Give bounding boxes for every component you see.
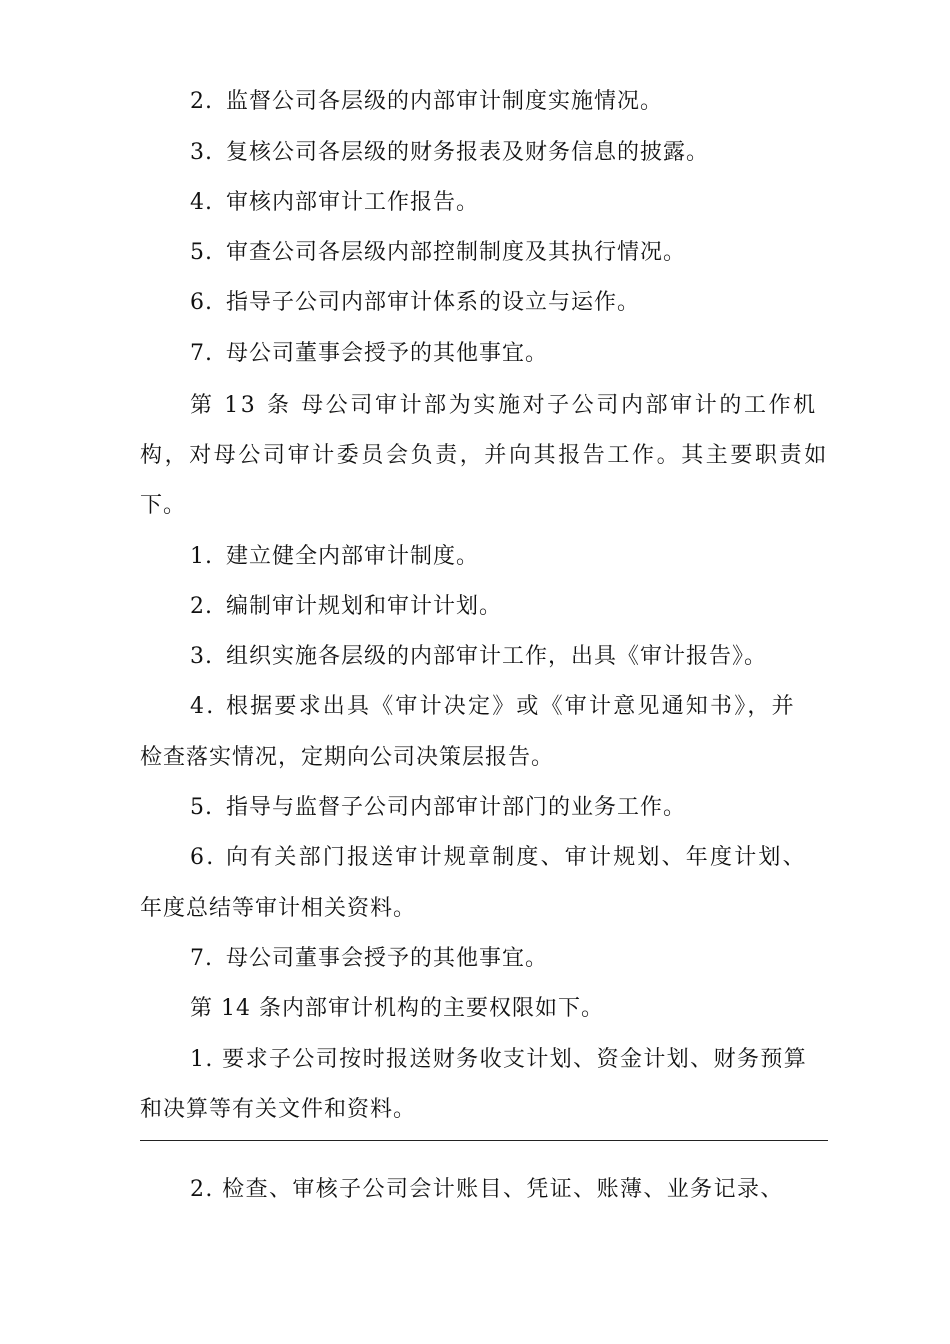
item-number: 7. [190, 946, 213, 971]
list-item [190, 944, 880, 974]
list-item [190, 793, 880, 823]
article-13-line-1: 第 13 条 母公司审计部为实施对子公司内部审计的工作机 [190, 393, 818, 418]
page-divider [140, 1140, 828, 1141]
item-number: 1. [190, 544, 213, 569]
list-item [190, 238, 880, 268]
item-text: 复核公司各层级的财务报表及财务信息的披露。 [226, 140, 710, 165]
item-number: 3. [190, 140, 213, 165]
list-item [190, 339, 880, 369]
item-text: 组织实施各层级的内部审计工作，出具《审计报告》。 [226, 644, 768, 669]
item-number: 5. [190, 240, 213, 265]
article-13-line-2: 构，对母公司审计委员会负责，并向其报告工作。其主要职责如 [140, 443, 829, 468]
item-number: 2. [190, 89, 213, 114]
list-item [190, 138, 880, 168]
article-13-line-3: 下。 [140, 493, 187, 518]
item-text: 指导与监督子公司内部审计部门的业务工作。 [226, 795, 687, 820]
list-item [190, 843, 880, 873]
item-text: 指导子公司内部审计体系的设立与运作。 [226, 290, 641, 315]
item-text: 母公司董事会授予的其他事宜。 [226, 341, 549, 366]
item-text: 审查公司各层级内部控制制度及其执行情况。 [226, 240, 687, 265]
article-14-item-1-line-1: 1. 要求子公司按时报送财务收支计划、资金计划、财务预算 [190, 1047, 808, 1072]
item-number: 4. [190, 190, 213, 215]
list-item [190, 288, 880, 318]
item-number: 2. [190, 594, 213, 619]
list-item [190, 87, 880, 117]
item-number: 6. [190, 845, 216, 870]
article-14-heading: 第 14 条内部审计机构的主要权限如下。 [190, 996, 604, 1021]
item-number: 6. [190, 290, 213, 315]
list-item [190, 592, 880, 622]
item-number: 4. [190, 694, 216, 719]
item-text: 建立健全内部审计制度。 [226, 544, 480, 569]
list-item-continuation: 检查落实情况，定期向公司决策层报告。 [140, 745, 555, 770]
item-text: 根据要求出具《审计决定》或《审计意见通知书》，并 [226, 694, 796, 719]
item-number: 7. [190, 341, 213, 366]
item-number: 5. [190, 795, 213, 820]
item-text: 监督公司各层级的内部审计制度实施情况。 [226, 89, 664, 114]
item-text: 审核内部审计工作报告。 [226, 190, 480, 215]
list-item-continuation: 年度总结等审计相关资料。 [140, 896, 417, 921]
item-text: 向有关部门报送审计规章制度、审计规划、年度计划、 [226, 845, 807, 870]
item-number: 3. [190, 644, 213, 669]
article-14-item-2-line-1: 2. 检查、审核子公司会计账目、凭证、账薄、业务记录、 [190, 1177, 784, 1202]
list-item [190, 692, 880, 722]
article-14-item-1-line-2: 和决算等有关文件和资料。 [140, 1097, 417, 1122]
item-text: 母公司董事会授予的其他事宜。 [226, 946, 549, 971]
list-item [190, 542, 880, 572]
item-text: 编制审计规划和审计计划。 [226, 594, 503, 619]
list-item [190, 188, 880, 218]
list-item [190, 642, 880, 672]
